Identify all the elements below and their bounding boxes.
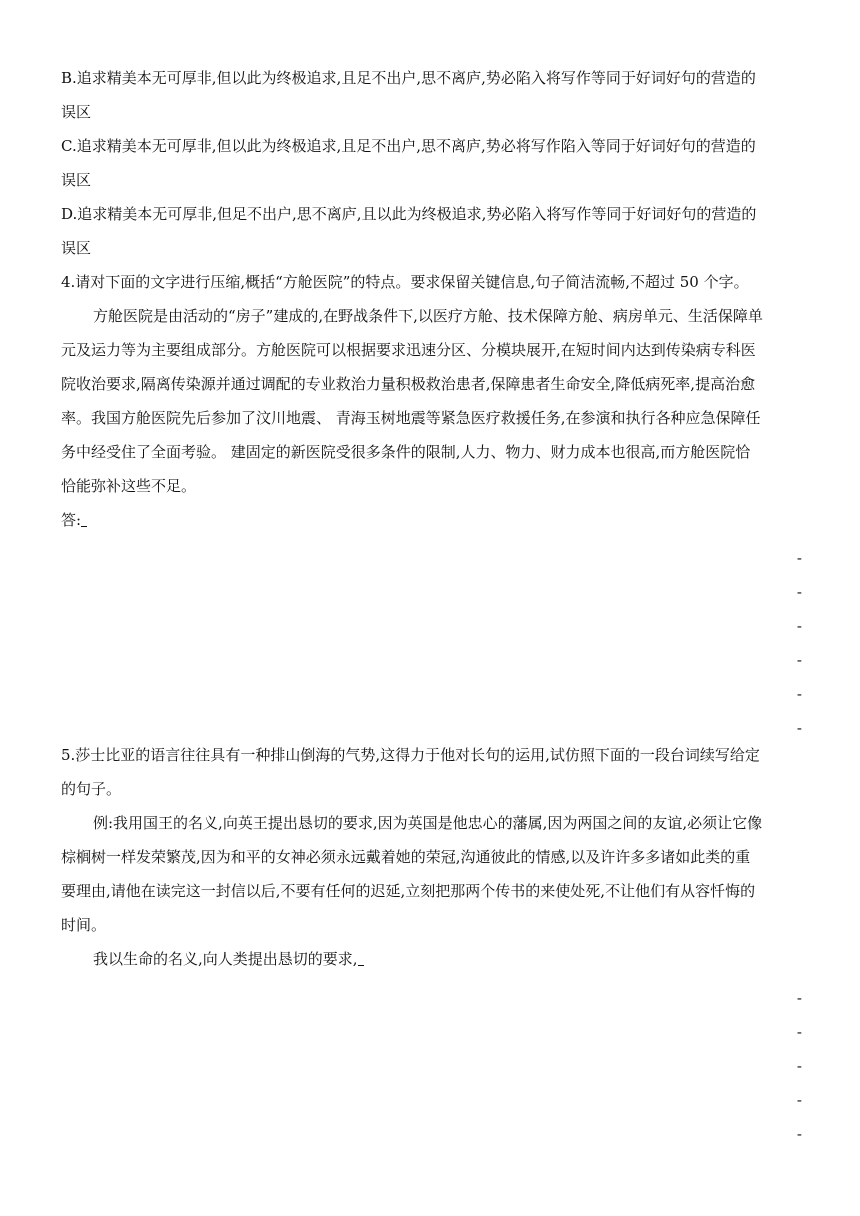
- answer-dash: -: [796, 1125, 802, 1143]
- answer-dash: -: [796, 651, 802, 669]
- answer-dash: -: [796, 685, 802, 703]
- q5-prompt-line: 5.莎士比亚的语言往往具有一种排山倒海的气势,这得力于他对长句的运用,试仿照下面的一段台词续写给定: [61, 746, 760, 764]
- answer-dash: -: [796, 989, 802, 1007]
- option-c-line2: 误区: [61, 171, 92, 189]
- answer-label-text: 答:: [61, 511, 82, 529]
- q5-example-line: 要理由,请他在读完这一封信以后,不要有任何的迟延,立刻把那两个传书的来使处死,不让他们有从容忏悔的: [61, 882, 756, 900]
- q5-example-line: 棕榈树一样发荣繁茂,因为和平的女神必须永远戴着她的荣冠,沟通彼此的情感,以及许许多多诸如此类的重: [61, 848, 751, 866]
- option-c-line1: C.追求精美本无可厚非,但以此为终极追求,且足不出户,思不离庐,势必将写作陷入等同于好词好句的营造的: [61, 137, 756, 155]
- answer-dash: -: [796, 1057, 802, 1075]
- q5-answer-blank[interactable]: [358, 951, 364, 966]
- q5-example-line: 时间。: [61, 916, 107, 934]
- q4-passage-line: 恰能弥补这些不足。: [61, 477, 197, 495]
- q5-example-line: 例:我用国王的名义,向英王提出恳切的要求,因为英国是他忠心的藩属,因为两国之间的友谊,必须让它像: [93, 814, 763, 832]
- q4-passage-line: 元及运力等为主要组成部分。方舱医院可以根据要求迅速分区、分模块展开,在短时间内达到传染病专科医: [61, 341, 756, 359]
- q4-prompt: 4.请对下面的文字进行压缩,概括“方舱医院”的特点。要求保留关键信息,句子简洁流畅,不超过 50 个字。: [61, 273, 749, 291]
- option-b-line2: 误区: [61, 103, 92, 121]
- answer-dash: -: [796, 617, 802, 635]
- q4-passage-line: 率。我国方舱医院先后参加了汶川地震、 青海玉树地震等紧急医疗救援任务,在参演和执行各种应急保障任: [61, 409, 761, 427]
- q5-lead: [93, 949, 801, 969]
- option-d-line2: 误区: [61, 239, 92, 257]
- q4-passage-line: 方舱医院是由活动的“房子”建成的,在野战条件下,以医疗方舱、技术保障方舱、病房单元、生活保障单: [93, 307, 763, 325]
- answer-dash: -: [796, 1023, 802, 1041]
- q4-passage-line: 务中经受住了全面考验。 建固定的新医院受很多条件的限制,人力、物力、财力成本也很高,而方舱医院恰: [61, 443, 751, 461]
- q4-answer-label: [61, 510, 801, 530]
- answer-dash: -: [796, 1091, 802, 1109]
- option-b-line1: B.追求精美本无可厚非,但以此为终极追求,且足不出户,思不离庐,势必陷入将写作等同于好词好句的营造的: [61, 69, 756, 87]
- answer-dash: -: [796, 549, 802, 567]
- answer-dash: -: [796, 583, 802, 601]
- answer-blank[interactable]: [81, 512, 87, 527]
- q5-prompt-line: 的句子。: [61, 780, 122, 798]
- q4-passage-line: 院收治要求,隔离传染源并通过调配的专业救治力量积极救治患者,保障患者生命安全,降低病死率,提高治愈: [61, 375, 756, 393]
- option-d-line1: D.追求精美本无可厚非,但足不出户,思不离庐,且以此为终极追求,势必陷入将写作等同于好词好句的营造的: [61, 205, 757, 223]
- q5-lead-text: 我以生命的名义,向人类提出恳切的要求,: [93, 950, 358, 968]
- answer-dash: -: [796, 719, 802, 737]
